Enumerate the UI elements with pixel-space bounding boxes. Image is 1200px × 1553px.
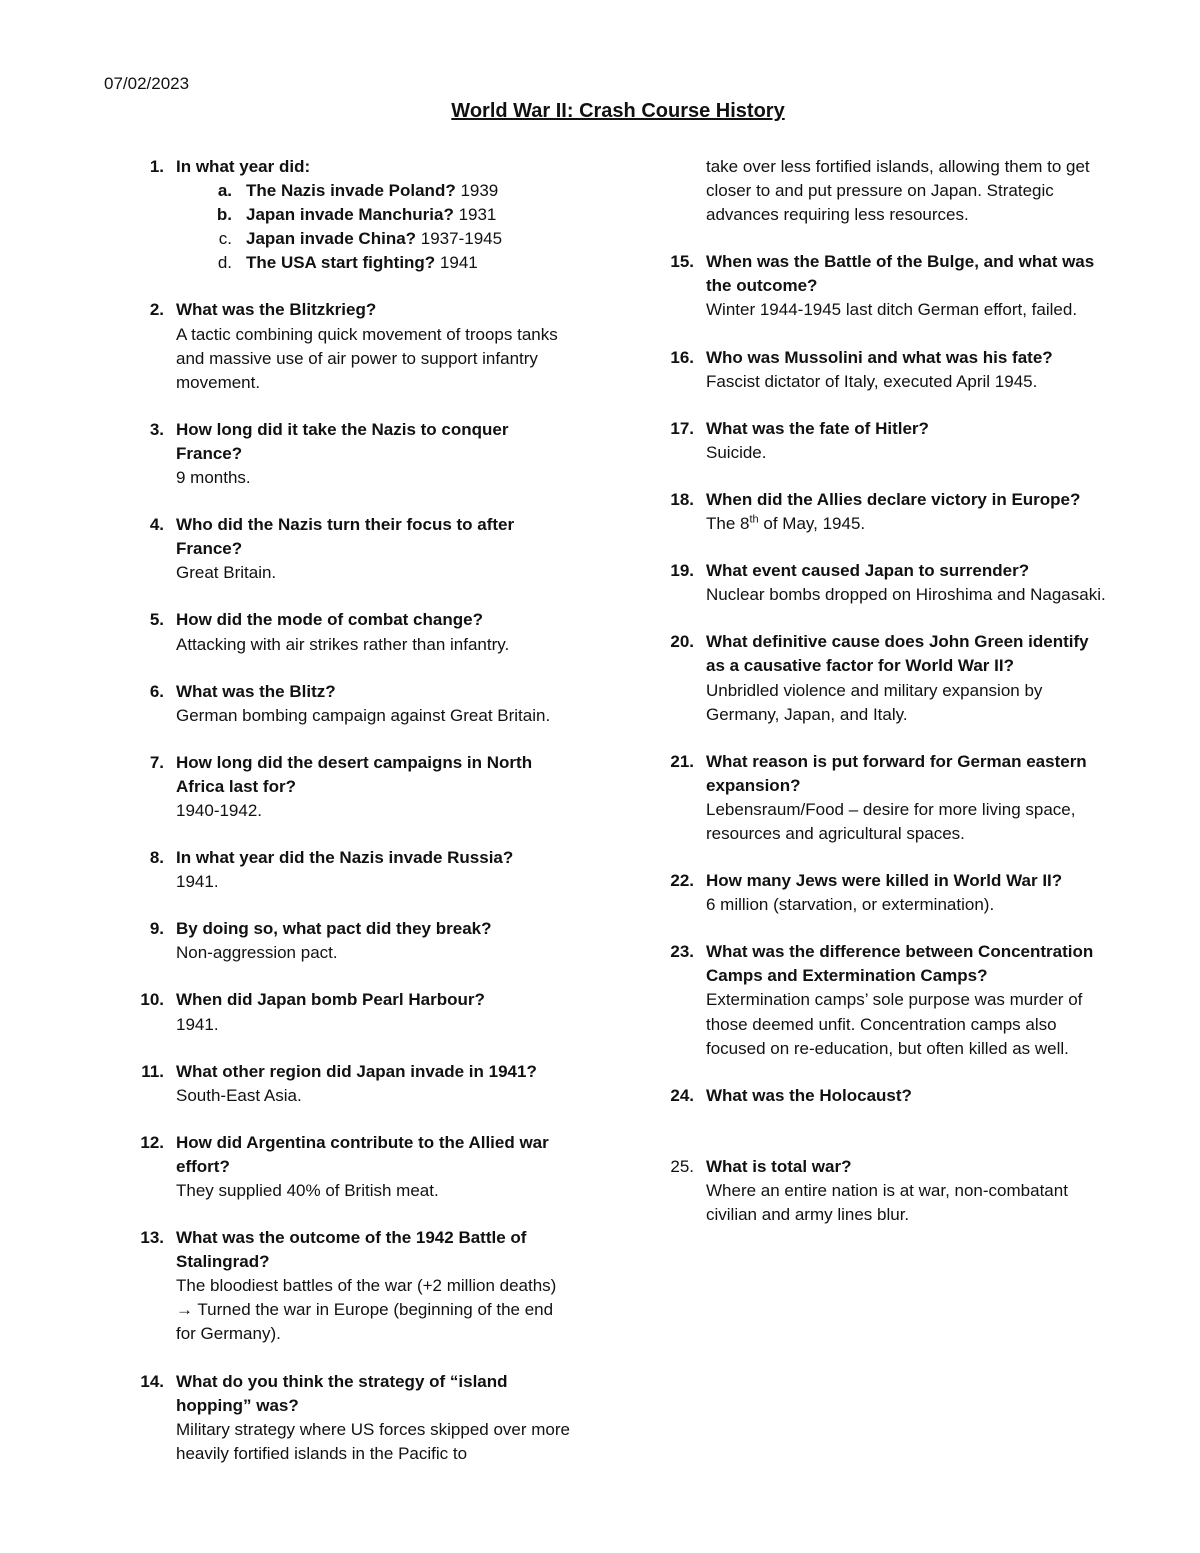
answer-text: 1941. bbox=[176, 872, 219, 892]
question-18 bbox=[666, 488, 1106, 536]
question-text: How long did the desert campaigns in North Africa last for? bbox=[176, 752, 533, 796]
document-title: World War II: Crash Course History bbox=[451, 100, 785, 122]
answer-text: Lebensraum/Food – desire for more living space, resources and agricultural spaces. bbox=[706, 799, 1076, 843]
question-number: 18. bbox=[670, 489, 694, 509]
answer-text: The bloodiest battles of the war (+2 million deaths) → Turned the war in Europe (beginning of the end for Germany). bbox=[176, 1276, 557, 1344]
question-22 bbox=[666, 869, 1106, 917]
question-text: What reason is put forward for German eastern expansion? bbox=[706, 751, 1087, 795]
sub-answer: 1941 bbox=[435, 253, 478, 273]
question-number: 6. bbox=[149, 681, 164, 701]
answer-text: 1941. bbox=[176, 1014, 219, 1034]
question-8 bbox=[136, 846, 576, 894]
answer-rest: of May, 1945. bbox=[758, 514, 866, 534]
question-number: 5. bbox=[149, 610, 164, 630]
question-number: 16. bbox=[670, 347, 694, 367]
question-24 bbox=[666, 1084, 1106, 1108]
question-number: 21. bbox=[670, 751, 694, 771]
question-13 bbox=[136, 1226, 576, 1346]
question-text: What was the fate of Hitler? bbox=[706, 418, 929, 438]
answer-text: South-East Asia. bbox=[176, 1085, 302, 1105]
question-text: What is total war? bbox=[706, 1156, 852, 1176]
sub-question-text: The Nazis invade Poland? bbox=[246, 181, 456, 201]
sub-question-a bbox=[176, 179, 576, 203]
answer-text: Winter 1944-1945 last ditch German effort, failed. bbox=[706, 300, 1078, 320]
question-text: What definitive cause does John Green identify as a causative factor for World War II? bbox=[706, 632, 1089, 676]
question-text: What was the Holocaust? bbox=[706, 1085, 912, 1105]
question-text: How long did it take the Nazis to conquer France? bbox=[176, 419, 509, 463]
question-number: 10. bbox=[140, 990, 164, 1010]
question-3 bbox=[136, 418, 576, 490]
right-column bbox=[666, 155, 1106, 1250]
question-17 bbox=[666, 417, 1106, 465]
question-text: In what year did: bbox=[176, 157, 311, 176]
question-number: 7. bbox=[149, 752, 164, 772]
sub-answer: 1931 bbox=[453, 205, 497, 225]
sub-letter: c. bbox=[218, 229, 232, 249]
question-25 bbox=[666, 1155, 1106, 1227]
sub-letter: b. bbox=[216, 205, 232, 225]
question-14 bbox=[136, 1370, 576, 1466]
question-text: What do you think the strategy of “island hopping” was? bbox=[176, 1371, 508, 1415]
ordinal-suffix: th bbox=[749, 513, 759, 526]
question-number: 20. bbox=[670, 632, 694, 652]
question-text: What was the difference between Concentration Camps and Extermination Camps? bbox=[706, 942, 1094, 986]
question-number: 11. bbox=[141, 1061, 164, 1081]
answer-text: Military strategy where US forces skipped over more heavily fortified islands in the Pacific to bbox=[176, 1419, 570, 1463]
question-9 bbox=[136, 917, 576, 965]
answer-text: Suicide. bbox=[706, 442, 767, 462]
answer-text: German bombing campaign against Great Britain. bbox=[176, 705, 551, 725]
answer-text: Nuclear bombs dropped on Hiroshima and Nagasaki. bbox=[706, 585, 1106, 605]
sub-question-d bbox=[176, 251, 576, 275]
sub-letter: d. bbox=[217, 253, 232, 273]
question-10 bbox=[136, 988, 576, 1036]
document-date: 07/02/2023 bbox=[104, 74, 190, 93]
question-text: What was the Blitz? bbox=[176, 681, 336, 701]
answer-text: Fascist dictator of Italy, executed April 1945. bbox=[706, 371, 1038, 391]
sub-question-c bbox=[176, 227, 576, 251]
question-text: When did the Allies declare victory in Europe? bbox=[706, 489, 1081, 509]
answer-text: Extermination camps’ sole purpose was murder of those deemed unfit. Concentration camps also focused on re-education, but often killed as well. bbox=[706, 990, 1083, 1058]
answer-text: Great Britain. bbox=[176, 563, 277, 583]
sub-answer: 1939 bbox=[455, 181, 499, 201]
question-number: 1. bbox=[149, 157, 164, 176]
question-number: 4. bbox=[149, 515, 164, 535]
question-text: Who did the Nazis turn their focus to after France? bbox=[176, 515, 515, 559]
sub-letter: a. bbox=[217, 181, 232, 201]
question-text: How did the mode of combat change? bbox=[176, 610, 483, 630]
question-number: 13. bbox=[140, 1228, 164, 1248]
question-number: 15. bbox=[670, 252, 694, 272]
answer-text: They supplied 40% of British meat. bbox=[176, 1181, 439, 1200]
question-11 bbox=[136, 1060, 576, 1108]
answer-text: 1940-1942. bbox=[176, 800, 263, 820]
question-text: In what year did the Nazis invade Russia? bbox=[176, 848, 514, 868]
question-number: 3. bbox=[149, 419, 164, 439]
answer-text: Attacking with air strikes rather than infantry. bbox=[176, 634, 510, 654]
answer-day: The 8 bbox=[706, 514, 750, 534]
question-4 bbox=[136, 513, 576, 585]
question-14-answer-continued: take over less fortified islands, allowing them to get closer to and put pressure on Japan. Strategic advances requiring less resources. bbox=[706, 157, 1090, 225]
question-text: When was the Battle of the Bulge, and what was the outcome? bbox=[706, 252, 1095, 296]
question-text: By doing so, what pact did they break? bbox=[176, 919, 492, 939]
question-number: 23. bbox=[670, 942, 694, 962]
sub-question-text: Japan invade Manchuria? bbox=[246, 205, 454, 225]
answer-text: Unbridled violence and military expansion by Germany, Japan, and Italy. bbox=[706, 680, 1043, 724]
question-number: 2. bbox=[149, 300, 164, 320]
question-12 bbox=[136, 1131, 576, 1203]
sub-question-text: The USA start fighting? bbox=[246, 253, 436, 273]
answer-text: 9 months. bbox=[176, 468, 251, 488]
question-text: What event caused Japan to surrender? bbox=[706, 561, 1030, 581]
answer-text bbox=[706, 512, 1106, 536]
question-number: 22. bbox=[670, 871, 694, 891]
sub-question-b bbox=[176, 203, 576, 227]
question-16 bbox=[666, 346, 1106, 394]
sub-question-text: Japan invade China? bbox=[246, 229, 417, 249]
question-2 bbox=[136, 298, 576, 394]
question-text: Who was Mussolini and what was his fate? bbox=[706, 347, 1053, 367]
answer-text: Non-aggression pact. bbox=[176, 943, 338, 963]
answer-text: Where an entire nation is at war, non-combatant civilian and army lines blur. bbox=[706, 1180, 1068, 1224]
question-text: What was the Blitzkrieg? bbox=[176, 300, 377, 320]
answer-text: 6 million (starvation, or extermination). bbox=[706, 895, 995, 915]
question-text: What other region did Japan invade in 1941? bbox=[176, 1061, 537, 1081]
question-1 bbox=[136, 155, 576, 275]
question-23 bbox=[666, 940, 1106, 1060]
answer-text: A tactic combining quick movement of troops tanks and massive use of air power to support infantry movement. bbox=[176, 324, 558, 392]
left-column bbox=[136, 155, 576, 1489]
question-number: 24. bbox=[670, 1085, 694, 1105]
question-text: When did Japan bomb Pearl Harbour? bbox=[176, 990, 485, 1010]
question-20 bbox=[666, 630, 1106, 726]
question-number: 17. bbox=[670, 418, 694, 438]
question-number: 14. bbox=[140, 1371, 164, 1391]
question-text: How did Argentina contribute to the Allied war effort? bbox=[176, 1132, 549, 1176]
question-number: 8. bbox=[149, 848, 164, 868]
question-number: 25. bbox=[670, 1156, 694, 1176]
question-21 bbox=[666, 750, 1106, 846]
question-number: 9. bbox=[149, 919, 164, 939]
question-text: What was the outcome of the 1942 Battle of Stalingrad? bbox=[176, 1228, 527, 1272]
question-7 bbox=[136, 751, 576, 823]
question-15 bbox=[666, 250, 1106, 322]
question-number: 19. bbox=[670, 561, 694, 581]
question-5 bbox=[136, 608, 576, 656]
question-19 bbox=[666, 559, 1106, 607]
sub-answer: 1937-1945 bbox=[416, 229, 503, 249]
question-6 bbox=[136, 680, 576, 728]
question-number: 12. bbox=[140, 1132, 164, 1152]
question-text: How many Jews were killed in World War II? bbox=[706, 871, 1063, 891]
